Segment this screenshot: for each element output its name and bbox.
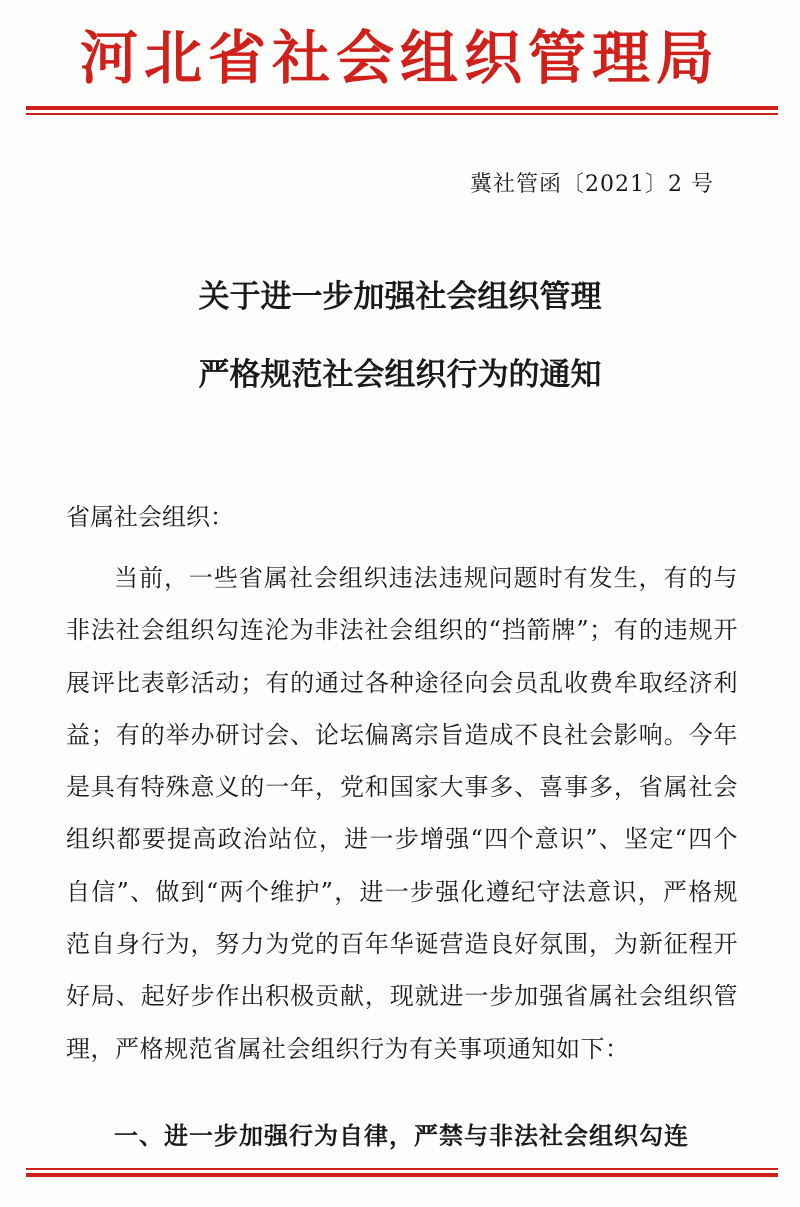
footer-red-rule	[26, 1173, 778, 1177]
footer-red-rule-thin	[26, 1168, 778, 1170]
document-title-line-1: 关于进一步加强社会组织管理	[198, 279, 602, 315]
salutation: 省属社会组织：	[66, 503, 234, 531]
document-number: 冀社管函〔2021〕2 号	[470, 172, 714, 197]
header-red-rule	[26, 106, 778, 110]
section-heading-1: 一、进一步加强行为自律，严禁与非法社会组织勾连	[114, 1122, 689, 1150]
header-red-rule-thin	[26, 113, 778, 115]
document-title-line-2: 严格规范社会组织行为的通知	[198, 357, 602, 393]
body-paragraph: 当前，一些省属社会组织违法违规问题时有发生，有的与非法社会组织勾连沦为非法社会组织的“挡箭牌”；有的违规开展评比表彰活动；有的通过各种途径向会员乱收费牟取经济利益；有的举办研讨会、论坛偏离宗旨造成不良社会影响。今年是具有特殊意义的一年，党和国家大事多、喜事多，省属社会组织都要提高政治站位，进一步增强“四个意识”、坚定“四个自信”、做到“两个维护”，进一步强化遵纪守法意识，严格规范自身行为，努力为党的百年华诞营造良好氛围，为新征程开好局、起好步作出积极贡献，现就进一步加强省属社会组织管理，严格规范省属社会组织行为有关事项通知如下：	[66, 564, 738, 1063]
issuing-authority-header: 河北省社会组织管理局	[79, 24, 720, 92]
